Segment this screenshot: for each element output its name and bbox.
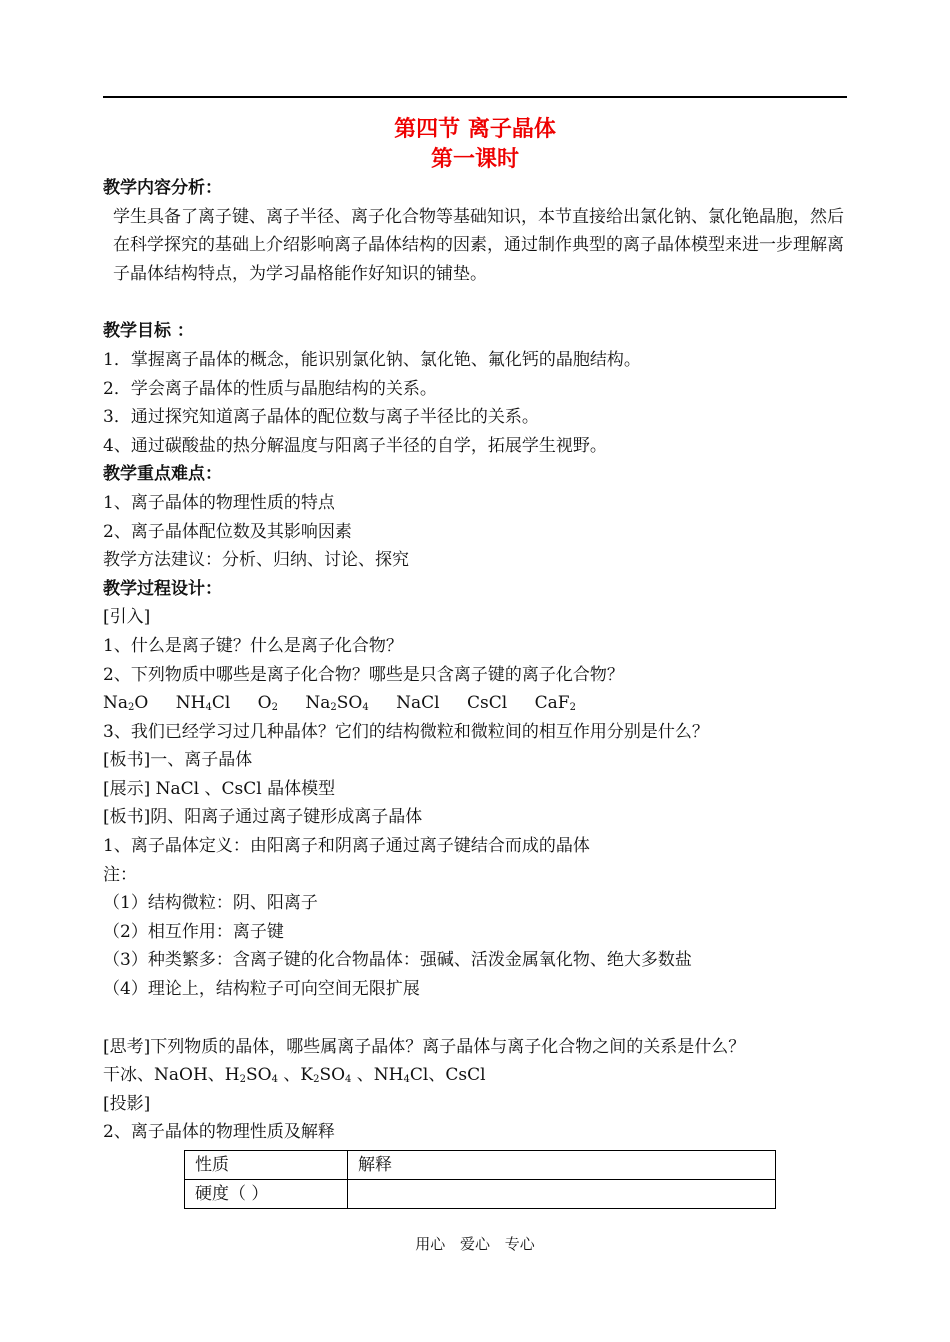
question-2: 2、下列物质中哪些是离子化合物？哪些是只含离子键的离子化合物？: [103, 664, 624, 685]
intro-tag: [引入]: [103, 607, 151, 628]
substance-list: 干冰、NaOH、$H_2SO_4$ 、$K_2SO_4$ 、$NH_4Cl$、CsCl: [103, 1065, 486, 1086]
analysis-text: 学生具备了离子键、离子半径、离子化合物等基础知识，本节直接给出氯化钠、氯化铯晶胞，然后在科学探究的基础上介绍影响离子晶体结构的因素，通过制作典型的离子晶体模型来进一步理解离子晶体结构特点，为学习晶格能作好知识的铺垫。: [113, 206, 844, 284]
formula-na2o: $Na_2O$: [103, 693, 149, 714]
formula-na2so4: $Na_2SO_4$: [305, 693, 369, 714]
footer-text: 专心: [504, 1235, 535, 1253]
footer-text: 用心: [415, 1235, 446, 1253]
formula-nh4cl: $NH_4Cl$: [175, 693, 231, 714]
document-body: [103, 174, 849, 1209]
key-points-heading: 教学重点难点：: [103, 464, 222, 485]
properties-table: [184, 1150, 776, 1209]
spacer: [103, 288, 849, 317]
goal-item: 1．掌握离子晶体的概念，能识别氯化钠、氯化铯、氟化钙的晶胞结构。: [103, 349, 641, 370]
analysis-heading: 教学内容分析：: [103, 178, 222, 198]
board-note-2: [板书]阴、阳离子通过离子键形成离子晶体: [103, 807, 423, 828]
table-row: [185, 1180, 776, 1209]
key-point-item: 2、离子晶体配位数及其影响因素: [103, 521, 352, 542]
formula-o2: $O_2$: [257, 693, 278, 714]
note-item: （4）理论上，结构粒子可向空间无限扩展: [103, 979, 420, 1000]
properties-table-wrap: [184, 1150, 776, 1209]
key-point-item: 1、离子晶体的物理性质的特点: [103, 492, 335, 513]
page-footer: [0, 1233, 950, 1254]
think-question: [思考]下列物质的晶体，哪些属离子晶体？离子晶体与离子化合物之间的关系是什么？: [103, 1036, 746, 1057]
goals-heading: 教学目标 ：: [103, 321, 194, 342]
question-3: 3、我们已经学习过几种晶体？它们的结构微粒和微粒间的相互作用分别是什么？: [103, 721, 709, 742]
table-header-cell: 解释: [348, 1151, 776, 1180]
formula-list: [103, 689, 849, 718]
table-header-row: [185, 1151, 776, 1180]
goal-item: 3．通过探究知道离子晶体的配位数与离子半径比的关系。: [103, 407, 539, 428]
board-note-1: [板书]一、离子晶体: [103, 750, 253, 771]
note-item: （1）结构微粒：阴、阳离子: [103, 893, 318, 914]
note-label: 注：: [103, 864, 137, 885]
formula-caf2: CaF$_2$: [534, 693, 576, 714]
process-heading: 教学过程设计：: [103, 578, 222, 599]
show-note: [展示] NaCl 、CsCl 晶体模型: [103, 778, 336, 799]
projection-tag: [投影]: [103, 1093, 151, 1114]
note-item: （2）相互作用：离子键: [103, 921, 284, 942]
spacer: [103, 1004, 849, 1033]
goal-item: 4、通过碳酸盐的热分解温度与阳离子半径的自学，拓展学生视野。: [103, 435, 607, 456]
table-cell: 硬度（ ）: [185, 1180, 348, 1209]
table-header-cell: 性质: [185, 1151, 348, 1180]
formula-nacl: NaCl: [396, 693, 440, 714]
definition-line: 1、离子晶体定义：由阳离子和阴离子通过离子键结合而成的晶体: [103, 836, 590, 857]
footer-text: 爱心: [459, 1235, 490, 1253]
question-1: 1、什么是离子键？什么是离子化合物？: [103, 635, 403, 656]
note-item: （3）种类繁多：含离子键的化合物晶体：强碱、活泼金属氧化物、绝大多数盐: [103, 950, 692, 971]
page-title: 第四节 离子晶体: [394, 117, 556, 142]
header-rule: [103, 96, 847, 98]
goal-item: 2．学会离子晶体的性质与晶胞结构的关系。: [103, 378, 437, 399]
formula-cscl: CsCl: [467, 693, 508, 714]
page-subtitle: 第一课时: [430, 147, 519, 172]
physical-properties-heading: 2、离子晶体的物理性质及解释: [103, 1122, 335, 1143]
method-line: 教学方法建议：分析、归纳、讨论、探究: [103, 550, 409, 571]
table-cell: [348, 1180, 776, 1209]
